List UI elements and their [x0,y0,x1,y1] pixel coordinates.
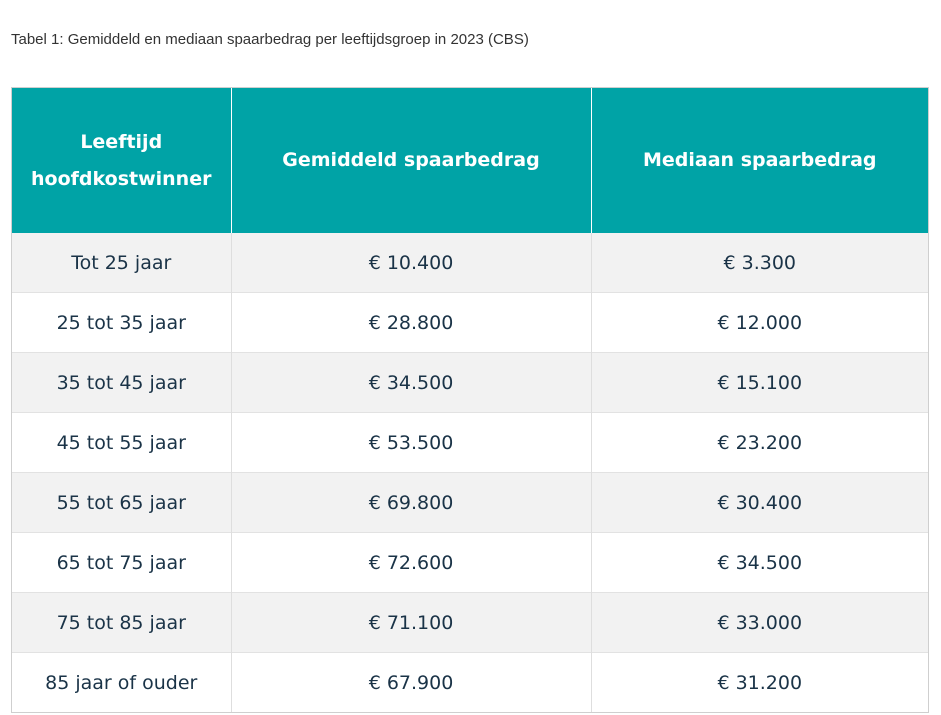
cell-median-savings: € 23.200 [591,413,928,473]
savings-table-container [11,87,929,713]
table-row [12,533,928,593]
cell-age-group: 65 tot 75 jaar [12,533,231,593]
cell-median-savings: € 30.400 [591,473,928,533]
table-row [12,653,928,713]
cell-average-savings: € 28.800 [231,293,591,353]
cell-age-group: 35 tot 45 jaar [12,353,231,413]
header-age-group: Leeftijd hoofdkostwinner [12,88,231,233]
table-row [12,473,928,533]
table-header [12,88,928,233]
table-row [12,233,928,293]
cell-age-group: 85 jaar of ouder [12,653,231,713]
table-row [12,353,928,413]
cell-median-savings: € 15.100 [591,353,928,413]
table-row [12,593,928,653]
cell-age-group: 55 tot 65 jaar [12,473,231,533]
cell-average-savings: € 34.500 [231,353,591,413]
cell-age-group: 75 tot 85 jaar [12,593,231,653]
table-caption: Tabel 1: Gemiddeld en mediaan spaarbedrag per leeftijdsgroep in 2023 (CBS) [11,31,529,48]
cell-average-savings: € 10.400 [231,233,591,293]
cell-age-group: 25 tot 35 jaar [12,293,231,353]
cell-average-savings: € 72.600 [231,533,591,593]
table-header-row [12,88,928,233]
table-body [12,233,928,712]
cell-average-savings: € 53.500 [231,413,591,473]
table-row [12,293,928,353]
cell-age-group: Tot 25 jaar [12,233,231,293]
cell-average-savings: € 69.800 [231,473,591,533]
cell-median-savings: € 3.300 [591,233,928,293]
table-row [12,413,928,473]
cell-median-savings: € 33.000 [591,593,928,653]
cell-median-savings: € 34.500 [591,533,928,593]
header-median-savings: Mediaan spaarbedrag [591,88,928,233]
cell-average-savings: € 71.100 [231,593,591,653]
cell-median-savings: € 31.200 [591,653,928,713]
cell-age-group: 45 tot 55 jaar [12,413,231,473]
cell-median-savings: € 12.000 [591,293,928,353]
cell-average-savings: € 67.900 [231,653,591,713]
header-average-savings: Gemiddeld spaarbedrag [231,88,591,233]
savings-table [12,88,928,712]
